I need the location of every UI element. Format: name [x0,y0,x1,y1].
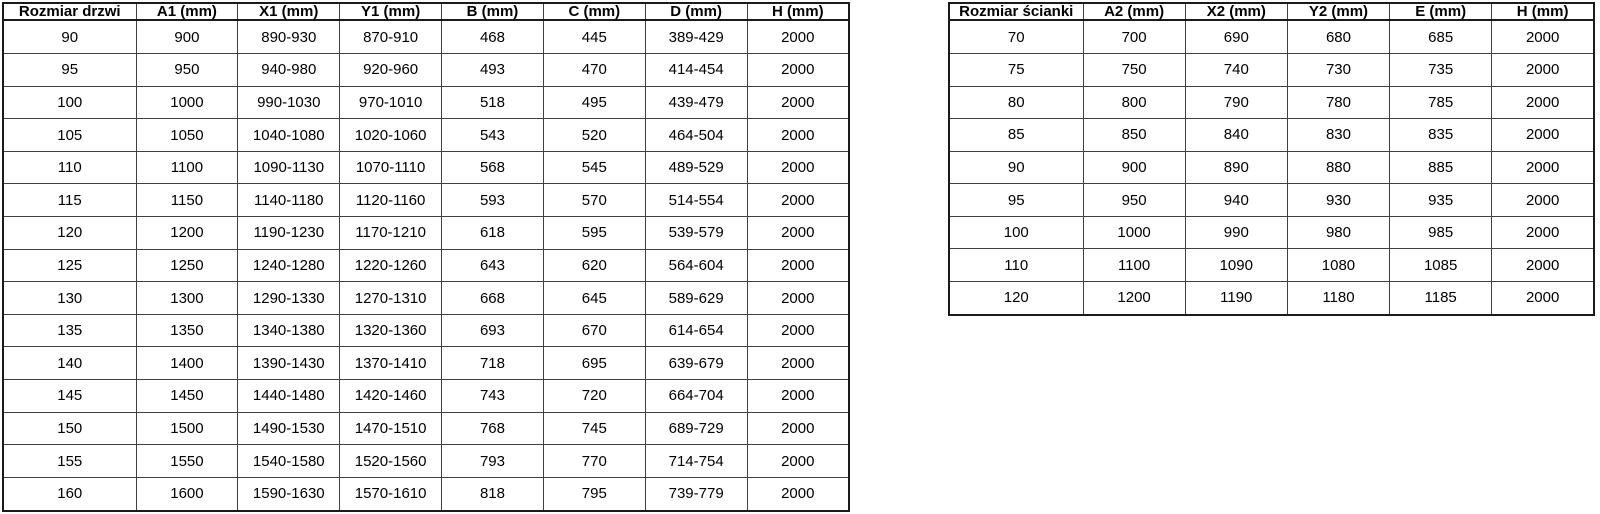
table-row [3,347,849,380]
column-header: E (mm) [1390,3,1492,20]
table-cell: 495 [543,86,645,119]
table-cell: 1500 [136,412,238,445]
table-cell: 718 [442,347,544,380]
table-cell: 2000 [747,445,849,478]
table-cell: 110 [3,151,136,184]
table-cell: 1200 [136,217,238,250]
table-cell: 1440-1480 [238,380,340,413]
table-cell: 2000 [1492,249,1594,282]
table-cell: 1220-1260 [340,249,442,282]
table-cell: 750 [1083,54,1185,87]
table-cell: 643 [442,249,544,282]
table-row [3,380,849,413]
table-cell: 100 [949,216,1083,249]
table-cell: 970-1010 [340,86,442,119]
table-row [949,249,1594,282]
table-cell: 940 [1185,184,1287,217]
table-cell: 105 [3,119,136,152]
table-cell: 2000 [747,184,849,217]
table-row [3,86,849,119]
table-cell: 520 [543,119,645,152]
table-row [3,20,849,54]
table-cell: 150 [3,412,136,445]
wall-size-table [948,2,1595,316]
table-cell: 568 [442,151,544,184]
table-cell: 1170-1210 [340,217,442,250]
table-row [949,54,1594,87]
table-cell: 2000 [1492,151,1594,184]
table-cell: 1390-1430 [238,347,340,380]
table-cell: 1150 [136,184,238,217]
table-cell: 95 [949,184,1083,217]
table-cell: 780 [1287,86,1389,119]
table-cell: 545 [543,151,645,184]
table-cell: 90 [949,151,1083,184]
table-cell: 785 [1390,86,1492,119]
table-cell: 1100 [136,151,238,184]
table-cell: 685 [1390,20,1492,54]
table-cell: 850 [1083,119,1185,152]
table-cell: 1000 [1083,216,1185,249]
table-cell: 1180 [1287,281,1389,315]
table-cell: 835 [1390,119,1492,152]
table-cell: 1350 [136,314,238,347]
table-cell: 2000 [747,412,849,445]
table-cell: 730 [1287,54,1389,87]
table-row [3,445,849,478]
table-cell: 800 [1083,86,1185,119]
table-cell: 155 [3,445,136,478]
table-cell: 110 [949,249,1083,282]
table-cell: 940-980 [238,54,340,87]
table-cell: 2000 [747,249,849,282]
table-cell: 1300 [136,282,238,315]
table-cell: 140 [3,347,136,380]
table-cell: 990 [1185,216,1287,249]
table-cell: 980 [1287,216,1389,249]
table-row [3,249,849,282]
table-cell: 80 [949,86,1083,119]
table-cell: 1020-1060 [340,119,442,152]
table-cell: 714-754 [645,445,747,478]
table-row [3,184,849,217]
table-cell: 595 [543,217,645,250]
table-cell: 2000 [747,347,849,380]
table-cell: 2000 [1492,184,1594,217]
table-cell: 489-529 [645,151,747,184]
table-row [3,119,849,152]
table-cell: 885 [1390,151,1492,184]
table-cell: 1600 [136,477,238,511]
table-cell: 2000 [747,119,849,152]
table-cell: 880 [1287,151,1389,184]
table-cell: 85 [949,119,1083,152]
table-cell: 1050 [136,119,238,152]
header-row [3,3,849,20]
table-cell: 543 [442,119,544,152]
table-row [949,184,1594,217]
table-cell: 1040-1080 [238,119,340,152]
table-cell: 1250 [136,249,238,282]
table-cell: 2000 [1492,54,1594,87]
table-cell: 90 [3,20,136,54]
table-cell: 1000 [136,86,238,119]
table-cell: 2000 [1492,281,1594,315]
table-cell: 900 [136,20,238,54]
table-cell: 770 [543,445,645,478]
table-cell: 720 [543,380,645,413]
table-cell: 120 [949,281,1083,315]
table-cell: 693 [442,314,544,347]
table-cell: 2000 [747,282,849,315]
column-header: D (mm) [645,3,747,20]
table-cell: 1420-1460 [340,380,442,413]
table-row [949,20,1594,54]
table-cell: 2000 [1492,119,1594,152]
table-cell: 900 [1083,151,1185,184]
table-cell: 1185 [1390,281,1492,315]
table-cell: 890 [1185,151,1287,184]
table-cell: 2000 [747,151,849,184]
table-cell: 2000 [747,86,849,119]
table-cell: 75 [949,54,1083,87]
table-row [3,54,849,87]
table-cell: 1550 [136,445,238,478]
table-cell: 125 [3,249,136,282]
table-cell: 135 [3,314,136,347]
table-cell: 493 [442,54,544,87]
table-row [949,119,1594,152]
table-cell: 470 [543,54,645,87]
table-cell: 115 [3,184,136,217]
column-header: X2 (mm) [1185,3,1287,20]
table-cell: 1090-1130 [238,151,340,184]
table-cell: 930 [1287,184,1389,217]
table-cell: 514-554 [645,184,747,217]
table-cell: 1490-1530 [238,412,340,445]
table-cell: 743 [442,380,544,413]
table-cell: 830 [1287,119,1389,152]
table-cell: 589-629 [645,282,747,315]
table-cell: 1370-1410 [340,347,442,380]
table-cell: 120 [3,217,136,250]
table-cell: 570 [543,184,645,217]
table-cell: 1120-1160 [340,184,442,217]
table-cell: 639-679 [645,347,747,380]
table-cell: 985 [1390,216,1492,249]
table-row [3,477,849,511]
table-cell: 160 [3,477,136,511]
table-cell: 145 [3,380,136,413]
table-cell: 1450 [136,380,238,413]
table-cell: 670 [543,314,645,347]
column-header: X1 (mm) [238,3,340,20]
table-cell: 695 [543,347,645,380]
table-cell: 920-960 [340,54,442,87]
table-cell: 840 [1185,119,1287,152]
column-header: Y2 (mm) [1287,3,1389,20]
table-cell: 890-930 [238,20,340,54]
table-cell: 518 [442,86,544,119]
table-cell: 690 [1185,20,1287,54]
table-cell: 935 [1390,184,1492,217]
table-cell: 740 [1185,54,1287,87]
column-header: Y1 (mm) [340,3,442,20]
table-row [949,281,1594,315]
table-cell: 990-1030 [238,86,340,119]
column-header: C (mm) [543,3,645,20]
table-cell: 739-779 [645,477,747,511]
table-row [3,282,849,315]
table-cell: 1290-1330 [238,282,340,315]
table-cell: 2000 [1492,86,1594,119]
table-cell: 1270-1310 [340,282,442,315]
table-cell: 1190 [1185,281,1287,315]
table-row [3,217,849,250]
table-cell: 1340-1380 [238,314,340,347]
column-header: Rozmiar drzwi [3,3,136,20]
table-cell: 668 [442,282,544,315]
table-cell: 1190-1230 [238,217,340,250]
column-header: A2 (mm) [1083,3,1185,20]
table-cell: 614-654 [645,314,747,347]
column-header: Rozmiar ścianki [949,3,1083,20]
table-cell: 1540-1580 [238,445,340,478]
table-row [949,151,1594,184]
table-cell: 2000 [747,54,849,87]
table-cell: 539-579 [645,217,747,250]
table-cell: 870-910 [340,20,442,54]
table-cell: 950 [1083,184,1185,217]
table-cell: 680 [1287,20,1389,54]
table-row [3,151,849,184]
table-cell: 2000 [1492,20,1594,54]
table-cell: 464-504 [645,119,747,152]
table-cell: 689-729 [645,412,747,445]
table-cell: 618 [442,217,544,250]
table-cell: 95 [3,54,136,87]
table-cell: 1400 [136,347,238,380]
table-cell: 620 [543,249,645,282]
table-cell: 564-604 [645,249,747,282]
table-cell: 1140-1180 [238,184,340,217]
table-row [949,216,1594,249]
table-cell: 1100 [1083,249,1185,282]
table-cell: 793 [442,445,544,478]
table-cell: 414-454 [645,54,747,87]
table-cell: 664-704 [645,380,747,413]
table-cell: 1200 [1083,281,1185,315]
header-row [949,3,1594,20]
table-cell: 70 [949,20,1083,54]
table-cell: 645 [543,282,645,315]
table-row [3,412,849,445]
table-cell: 2000 [747,477,849,511]
table-cell: 2000 [747,314,849,347]
table-cell: 100 [3,86,136,119]
table-cell: 1520-1560 [340,445,442,478]
table-cell: 795 [543,477,645,511]
table-cell: 768 [442,412,544,445]
table-cell: 700 [1083,20,1185,54]
table-cell: 790 [1185,86,1287,119]
table-cell: 593 [442,184,544,217]
table-cell: 1085 [1390,249,1492,282]
column-header: H (mm) [747,3,849,20]
table-cell: 1470-1510 [340,412,442,445]
table-cell: 1090 [1185,249,1287,282]
table-cell: 745 [543,412,645,445]
table-cell: 735 [1390,54,1492,87]
table-cell: 950 [136,54,238,87]
table-cell: 1080 [1287,249,1389,282]
column-header: B (mm) [442,3,544,20]
door-size-table [2,2,850,512]
table-cell: 818 [442,477,544,511]
table-cell: 2000 [747,217,849,250]
table-cell: 468 [442,20,544,54]
table-cell: 445 [543,20,645,54]
table-cell: 2000 [1492,216,1594,249]
table-cell: 439-479 [645,86,747,119]
table-cell: 1570-1610 [340,477,442,511]
table-row [3,314,849,347]
table-cell: 130 [3,282,136,315]
table-cell: 2000 [747,20,849,54]
table-row [949,86,1594,119]
column-header: A1 (mm) [136,3,238,20]
table-cell: 1590-1630 [238,477,340,511]
table-cell: 2000 [747,380,849,413]
column-header: H (mm) [1492,3,1594,20]
table-cell: 1070-1110 [340,151,442,184]
table-cell: 389-429 [645,20,747,54]
table-cell: 1320-1360 [340,314,442,347]
table-cell: 1240-1280 [238,249,340,282]
